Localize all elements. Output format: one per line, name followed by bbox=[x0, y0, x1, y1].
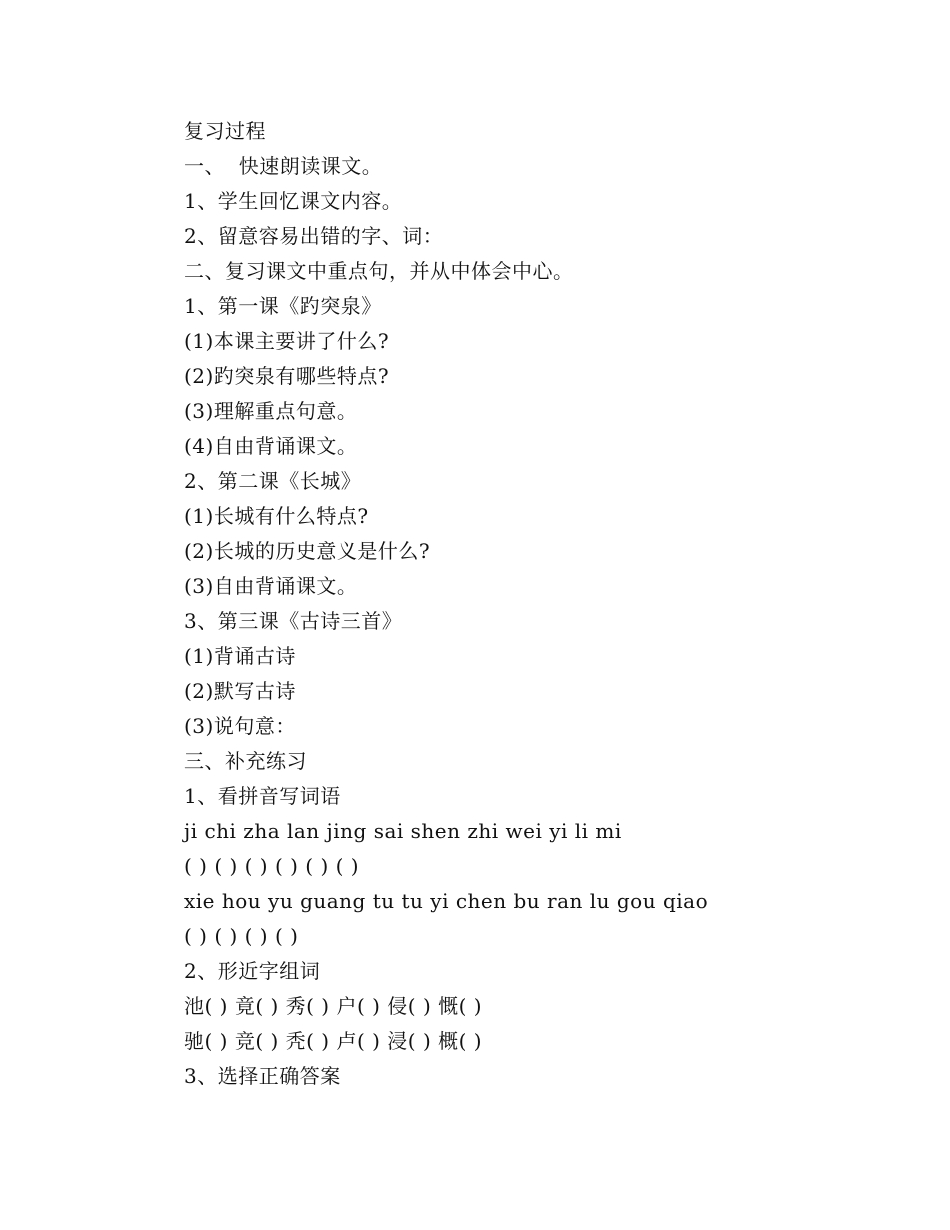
question-line: (3)理解重点句意。 bbox=[184, 399, 358, 423]
section-heading-review-process: 复习过程 bbox=[184, 119, 266, 143]
similar-chars-line: 驰( ) 竞( ) 秃( ) 卢( ) 浸( ) 概( ) bbox=[184, 1029, 483, 1053]
question-line: (4)自由背诵课文。 bbox=[184, 434, 358, 458]
lesson-heading-3: 3、第三课《古诗三首》 bbox=[184, 609, 403, 633]
question-line: (1)长城有什么特点? bbox=[184, 504, 369, 528]
pinyin-line: ji chi zha lan jing sai shen zhi wei yi li mi bbox=[184, 819, 622, 843]
document-body bbox=[184, 114, 904, 1094]
question-line: (2)默写古诗 bbox=[184, 679, 296, 703]
section-heading-3: 三、补充练习 bbox=[184, 749, 307, 773]
lesson-heading-1: 1、第一课《趵突泉》 bbox=[184, 294, 382, 318]
question-line: (1)背诵古诗 bbox=[184, 644, 296, 668]
exercise-heading-choose-answer: 3、选择正确答案 bbox=[184, 1064, 341, 1088]
question-line: (1)本课主要讲了什么? bbox=[184, 329, 390, 353]
answer-blanks-line: ( ) ( ) ( ) ( ) bbox=[184, 924, 299, 948]
exercise-heading-similar-chars: 2、形近字组词 bbox=[184, 959, 321, 983]
section-heading-1: 一、 快速朗读课文。 bbox=[184, 154, 383, 178]
exercise-heading-pinyin: 1、看拼音写词语 bbox=[184, 784, 341, 808]
pinyin-line: xie hou yu guang tu tu yi chen bu ran lu gou qiao bbox=[184, 889, 709, 913]
lesson-heading-2: 2、第二课《长城》 bbox=[184, 469, 362, 493]
text-line: 1、学生回忆课文内容。 bbox=[184, 189, 403, 213]
similar-chars-line: 池( ) 竟( ) 秀( ) 户( ) 侵( ) 慨( ) bbox=[184, 994, 483, 1018]
question-line: (2)趵突泉有哪些特点? bbox=[184, 364, 390, 388]
text-line: 2、留意容易出错的字、词： bbox=[184, 224, 444, 248]
question-line: (3)自由背诵课文。 bbox=[184, 574, 358, 598]
question-line: (2)长城的历史意义是什么? bbox=[184, 539, 431, 563]
section-heading-2: 二、复习课文中重点句，并从中体会中心。 bbox=[184, 259, 574, 283]
question-line: (3)说句意： bbox=[184, 714, 296, 738]
answer-blanks-line: ( ) ( ) ( ) ( ) ( ) ( ) bbox=[184, 854, 360, 878]
